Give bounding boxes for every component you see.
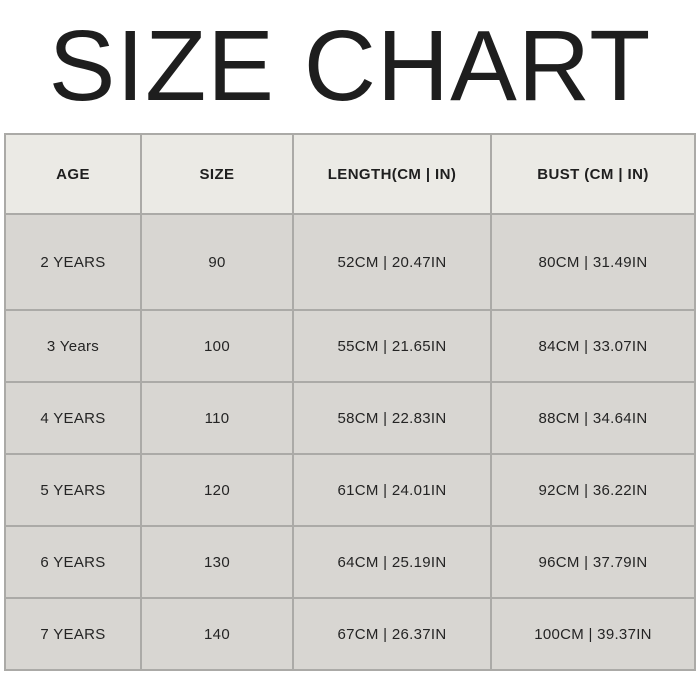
- size-cell: 90: [141, 214, 293, 310]
- page-title: SIZE CHART: [48, 10, 652, 122]
- bust-cell: 80CM | 31.49IN: [491, 214, 695, 310]
- bust-cell: 88CM | 34.64IN: [491, 382, 695, 454]
- length-cell: 55CM | 21.65IN: [293, 310, 491, 382]
- size-chart-table: [4, 133, 696, 671]
- column-header-bust: BUST (CM | IN): [491, 134, 695, 214]
- header-row: [5, 134, 695, 214]
- bust-cell: 92CM | 36.22IN: [491, 454, 695, 526]
- age-cell: 3 Years: [5, 310, 141, 382]
- length-cell: 52CM | 20.47IN: [293, 214, 491, 310]
- bust-cell: 84CM | 33.07IN: [491, 310, 695, 382]
- length-cell: 64CM | 25.19IN: [293, 526, 491, 598]
- size-cell: 120: [141, 454, 293, 526]
- length-cell: 67CM | 26.37IN: [293, 598, 491, 670]
- table-row: [5, 598, 695, 670]
- length-cell: 58CM | 22.83IN: [293, 382, 491, 454]
- age-cell: 4 YEARS: [5, 382, 141, 454]
- age-cell: 2 YEARS: [5, 214, 141, 310]
- table-row: [5, 526, 695, 598]
- table-row: [5, 454, 695, 526]
- age-cell: 7 YEARS: [5, 598, 141, 670]
- column-header-size: SIZE: [141, 134, 293, 214]
- column-header-age: AGE: [5, 134, 141, 214]
- bust-cell: 100CM | 39.37IN: [491, 598, 695, 670]
- age-cell: 5 YEARS: [5, 454, 141, 526]
- size-cell: 140: [141, 598, 293, 670]
- column-header-length: LENGTH(CM | IN): [293, 134, 491, 214]
- bust-cell: 96CM | 37.79IN: [491, 526, 695, 598]
- table-row: [5, 214, 695, 310]
- size-cell: 130: [141, 526, 293, 598]
- size-cell: 110: [141, 382, 293, 454]
- table-row: [5, 310, 695, 382]
- length-cell: 61CM | 24.01IN: [293, 454, 491, 526]
- size-cell: 100: [141, 310, 293, 382]
- table-row: [5, 382, 695, 454]
- age-cell: 6 YEARS: [5, 526, 141, 598]
